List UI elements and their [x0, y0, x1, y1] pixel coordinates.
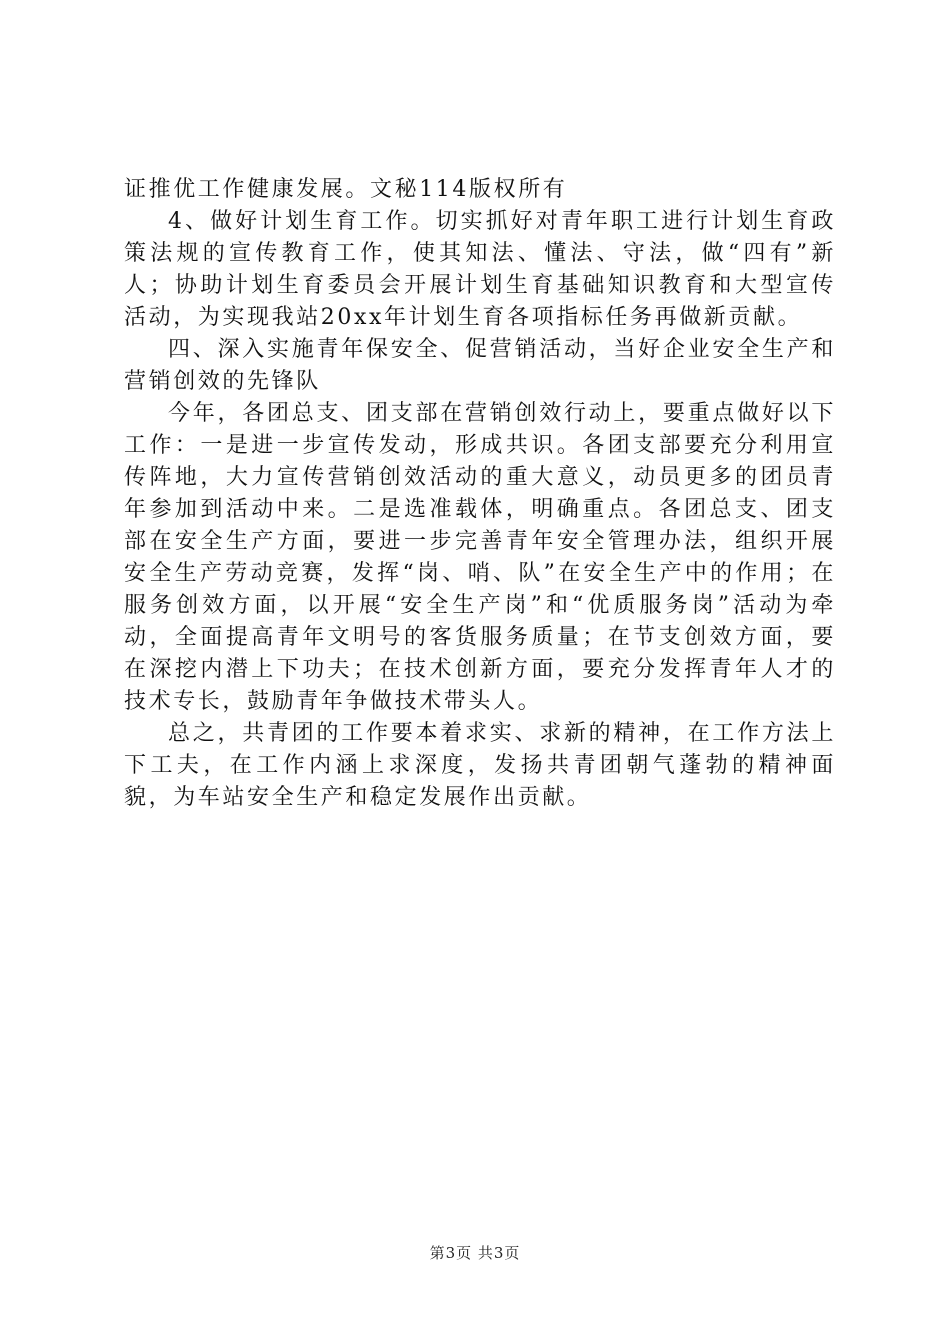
document-body [124, 174, 836, 814]
section-heading-four: 四、深入实施青年保安全、促营销活动，当好企业安全生产和营销创效的先锋队 [124, 337, 836, 394]
paragraph-marketing-work: 今年，各团总支、团支部在营销创效行动上，要重点做好以下工作：一是进一步宣传发动，形成共识。各团支部要充分利用宣传阵地，大力宣传营销创效活动的重大意义，动员更多的团员青年参加到活动中来。二是选准载体，明确重点。各团总支、团支部在安全生产方面，要进一步完善青年安全管理办法，组织开展安全生产劳动竞赛，发挥“岗、哨、队”在安全生产中的作用；在服务创效方面，以开展“安全生产岗”和“优质服务岗”活动为牵动，全面提高青年文明号的客货服务质量；在节支创效方面，要在深挖内潜上下功夫；在技术创新方面，要充分发挥青年人才的技术专长，鼓励青年争做技术带头人。 [124, 401, 836, 714]
paragraph-continuation: 证推优工作健康发展。文秘114版权所有 [124, 177, 568, 202]
paragraph-family-planning: 4、做好计划生育工作。切实抓好对青年职工进行计划生育政策法规的宣传教育工作，使其知法、懂法、守法，做“四有”新人；协助计划生育委员会开展计划生育基础知识教育和大型宣传活动，为实现我站20xx年计划生育各项指标任务再做新贡献。 [124, 209, 836, 330]
page-footer: 第3页 共3页 [429, 1244, 521, 1262]
paragraph-conclusion: 总之，共青团的工作要本着求实、求新的精神，在工作方法上下工夫，在工作内涵上求深度，发扬共青团朝气蓬勃的精神面貌，为车站安全生产和稳定发展作出贡献。 [124, 721, 836, 810]
